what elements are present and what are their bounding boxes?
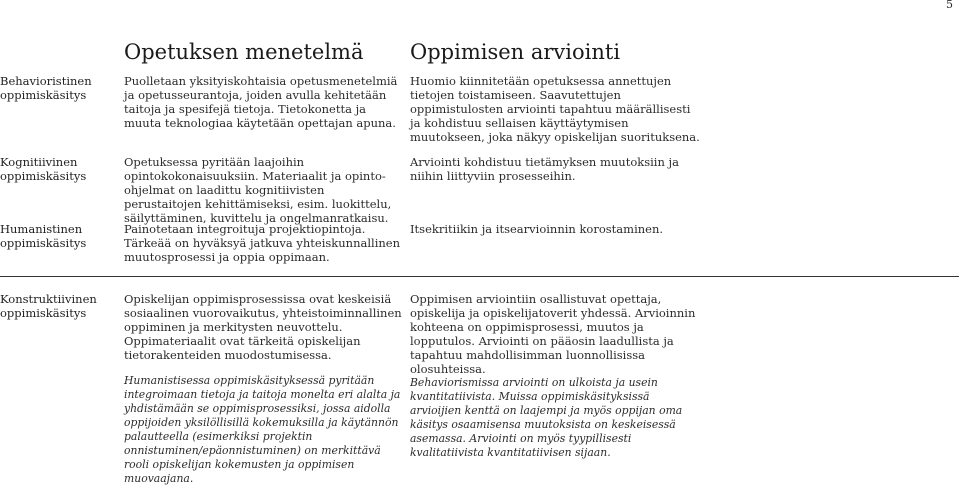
cognitivist-method: Opetuksessa pyritään laajoihin opintokokonaisuuksiin. Materiaalit ja opinto-ohjelmat on laadittu kognitiivisten perustaitojen kehittämiseksi, esim. luokittelu, säilyttäminen, kuvittelu ja ongelmanratkaisu. [124,155,392,225]
cognitivist-assessment: Arviointi kohdistuu tietämyksen muutoksiin ja niihin liittyviin prosesseihin. [410,155,679,183]
behaviorist-assessment: Huomio kiinnitetään opetuksessa annettujen tietojen toistamiseen. Saavutettujen oppimistulosten arviointi tapahtuu määrällisesti ja kohdistuu sellaisen käyttäytymisen muutokseen, joka näkyy opiskelijan suorituksena. [410,74,700,144]
humanist-assessment: Itsekritiikin ja itsearvioinnin korostaminen. [410,222,664,236]
constructivist-method-block [124,292,404,486]
page-number: 5 [946,0,953,11]
constructivist-assessment: Oppimisen arviointiin osallistuvat opettaja, opiskelija ja opiskelijatoverit yhdessä. Arvioinnin kohteena on oppimisprosessi, muutos ja lopputulos. Arviointi on pääosin laadullista ja tapahtuu mahdollisimman luonnollisissa olosuhteissa. [410,292,696,376]
behaviorist-method: Puolletaan yksityiskohtaisia opetusmenetelmiä ja opetusseurantoja, joiden avulla kehitetään taitoja ja spesifejä tietoja. Tietokonetta ja muuta teknologiaa käytetään opettajan apuna. [124,74,398,130]
humanist-label: Humanistinen oppimiskäsitys [0,222,87,250]
constructivist-method: Opiskelijan oppimisprosessissa ovat keskeisiä sosiaalinen vuorovaikutus, yhteistoiminnallinen oppiminen ja merkitysten neuvottelu. Oppimateriaalit ovat tärkeitä opiskelijan tietorakenteiden muodostumisessa. [124,292,402,362]
constructivist-assessment-block [410,292,700,460]
cognitivist-label: Kognitiivinen oppimiskäsitys [0,155,87,183]
method-heading: Opetuksen menetelmä [124,40,364,64]
constructivist-method-note: Humanistisessa oppimiskäsityksessä pyritään integroimaan tietoja ja taitoja monelta eri alalta ja yhdistämään se oppimisprosessiksi, jossa aidolla oppijoiden yksilöllisillä kokemuksilla ja käytännön palautteella (esimerkiksi projektin onnistuminen/epäonnistuminen) on merkittävä rooli opiskelijan kokemusten ja oppimisen muovaajana. [124,374,401,485]
constructivist-assessment-note: Behaviorismissa arviointi on ulkoista ja usein kvantitatiivista. Muissa oppimiskäsityksissä arvioijien kenttä on laajempi ja myös oppijan oma käsitys osaamisensa muutoksista on keskeisessä asemassa. Arviointi on myös tyypillisesti kvalitatiivista kvantitatiivisen sijaan. [410,376,683,459]
assessment-heading: Oppimisen arviointi [410,40,621,64]
section-divider [0,276,959,277]
constructivist-label: Konstruktiivinen oppimiskäsitys [0,292,97,320]
behaviorist-label: Behavioristinen oppimiskäsitys [0,74,92,102]
humanist-method: Painotetaan integroituja projektiopintoja. Tärkeää on hyväksyä jatkuva yhteiskunnallinen muutosprosessi ja oppia oppimaan. [124,222,400,264]
